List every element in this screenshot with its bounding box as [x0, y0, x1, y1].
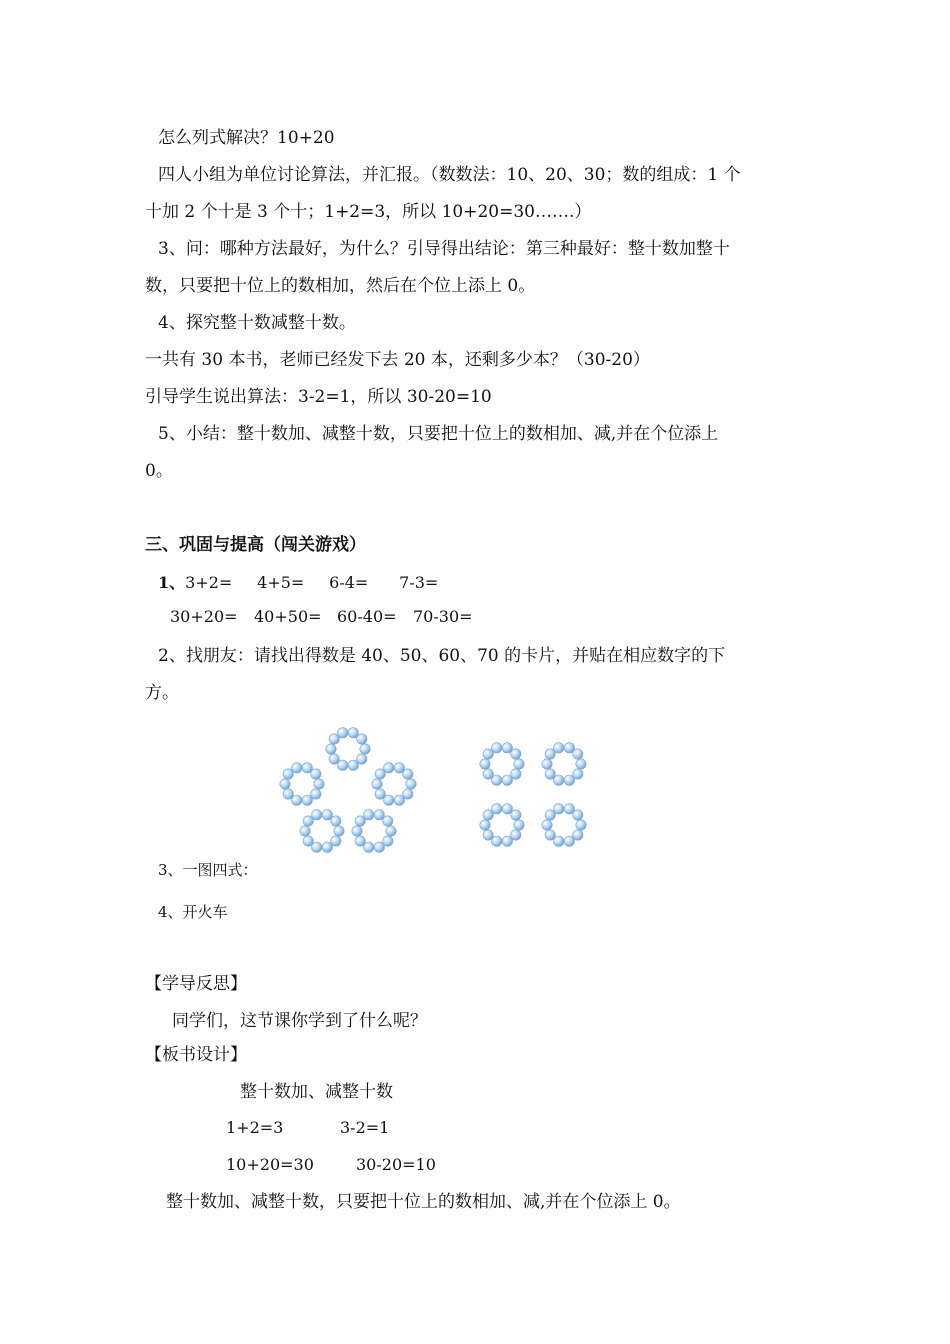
bead	[386, 826, 396, 836]
reflect-text: 同学们，这节课你学到了什么呢？	[172, 1011, 427, 1031]
bead	[311, 769, 321, 779]
expr: 6-4=	[329, 573, 369, 592]
board-expr: 1+2=3	[226, 1118, 284, 1137]
line-7: 一共有 30 本书，老师已经发下去 20 本，还剩多少本？（30-20）	[145, 350, 650, 370]
bead	[348, 760, 358, 770]
bead-ring	[300, 810, 344, 853]
expr: 7-3=	[399, 573, 439, 592]
bead	[576, 759, 586, 769]
bead	[314, 779, 324, 789]
exercise2-line-a: 2、找朋友：请找出得数是 40、50、60、70 的卡片，并贴在相应数字的下	[158, 646, 726, 666]
bead	[514, 759, 524, 769]
bead	[283, 789, 293, 799]
expr: 70-30=	[413, 607, 473, 626]
line-8: 引导学生说出算法：3-2=1，所以 30-20=10	[145, 387, 492, 407]
bead	[331, 816, 341, 826]
board-title: 【板书设计】	[145, 1045, 247, 1065]
line-6: 4、探究整十数减整十数。	[158, 313, 356, 333]
line-5: 数，只要把十位上的数相加，然后在个位上添上 0。	[145, 276, 536, 296]
expr: 30+20=	[170, 607, 238, 626]
bead	[352, 826, 362, 836]
board-row2	[226, 1155, 436, 1174]
bead	[502, 836, 512, 846]
bead	[483, 830, 493, 840]
bead	[360, 744, 370, 754]
board-expr: 10+20=30	[226, 1155, 314, 1174]
bead	[300, 826, 310, 836]
bead	[573, 749, 583, 759]
line-1: 怎么列式解决？10+20	[158, 128, 335, 148]
bead	[576, 820, 586, 830]
bead	[511, 810, 521, 820]
bead	[511, 749, 521, 759]
bead	[554, 804, 564, 814]
board-expr: 30-20=10	[356, 1155, 436, 1174]
expr: 3+2=	[185, 573, 233, 592]
bead-rings-figure	[270, 720, 600, 860]
bead	[329, 754, 339, 764]
bead	[322, 842, 332, 852]
board-summary: 整十数加、减整十数，只要把十位上的数相加、减,并在个位添上 0。	[166, 1192, 681, 1212]
bead	[573, 810, 583, 820]
line-4: 3、问：哪种方法最好，为什么？引导得出结论：第三种最好：整十数加整十	[158, 239, 730, 259]
bead	[374, 842, 384, 852]
bead	[480, 820, 490, 830]
bead	[554, 743, 564, 753]
bead	[514, 820, 524, 830]
exercise1-label: 1、	[158, 573, 186, 592]
bead	[564, 836, 574, 846]
bead	[326, 744, 336, 754]
bead	[545, 769, 555, 779]
bead	[480, 759, 490, 769]
bead-ring	[480, 804, 524, 847]
bead	[502, 775, 512, 785]
bead	[303, 836, 313, 846]
exercise1-row2	[170, 607, 473, 626]
bead-ring	[542, 743, 586, 786]
bead	[383, 816, 393, 826]
exercise3: 3、一图四式：	[158, 861, 258, 879]
bead-ring	[326, 728, 370, 771]
bead	[384, 763, 394, 773]
bead	[483, 769, 493, 779]
exercise1-row1	[158, 570, 438, 593]
expr: 40+50=	[254, 607, 322, 626]
bead	[542, 759, 552, 769]
exercise2-line-b: 方。	[145, 683, 179, 703]
line-10: 0。	[145, 461, 173, 481]
bead	[545, 830, 555, 840]
bead	[364, 810, 374, 820]
bead	[302, 795, 312, 805]
section3-title: 三、巩固与提高（闯关游戏）	[145, 535, 366, 555]
line-3: 十加 2 个十是 3 个十；1+2=3，所以 10+20=30…….）	[145, 202, 592, 222]
board-heading: 整十数加、减整十数	[240, 1082, 393, 1102]
expr: 4+5=	[257, 573, 305, 592]
bead	[406, 779, 416, 789]
line-2: 四人小组为单位讨论算法，并汇报。（数数法：10、20、30；数的组成：1 个	[158, 165, 741, 185]
board-row1	[226, 1118, 389, 1137]
bead	[357, 734, 367, 744]
bead	[355, 836, 365, 846]
bead-ring	[480, 743, 524, 786]
bead-ring	[372, 763, 416, 806]
bead	[492, 804, 502, 814]
bead	[372, 779, 382, 789]
bead	[492, 743, 502, 753]
line-9: 5、小结：整十数加、减整十数，只要把十位上的数相加、减,并在个位添上	[158, 424, 719, 444]
bead	[394, 795, 404, 805]
bead-ring	[352, 810, 396, 853]
bead-ring	[280, 763, 324, 806]
bead	[542, 820, 552, 830]
bead	[375, 789, 385, 799]
bead	[334, 826, 344, 836]
bead-ring	[542, 804, 586, 847]
bead	[292, 763, 302, 773]
bead	[312, 810, 322, 820]
bead	[280, 779, 290, 789]
exercise4: 4、开火车	[158, 903, 228, 921]
expr: 60-40=	[337, 607, 397, 626]
reflect-title: 【学导反思】	[145, 974, 247, 994]
bead	[564, 775, 574, 785]
bead	[338, 728, 348, 738]
board-expr: 3-2=1	[340, 1118, 390, 1137]
bead	[403, 769, 413, 779]
